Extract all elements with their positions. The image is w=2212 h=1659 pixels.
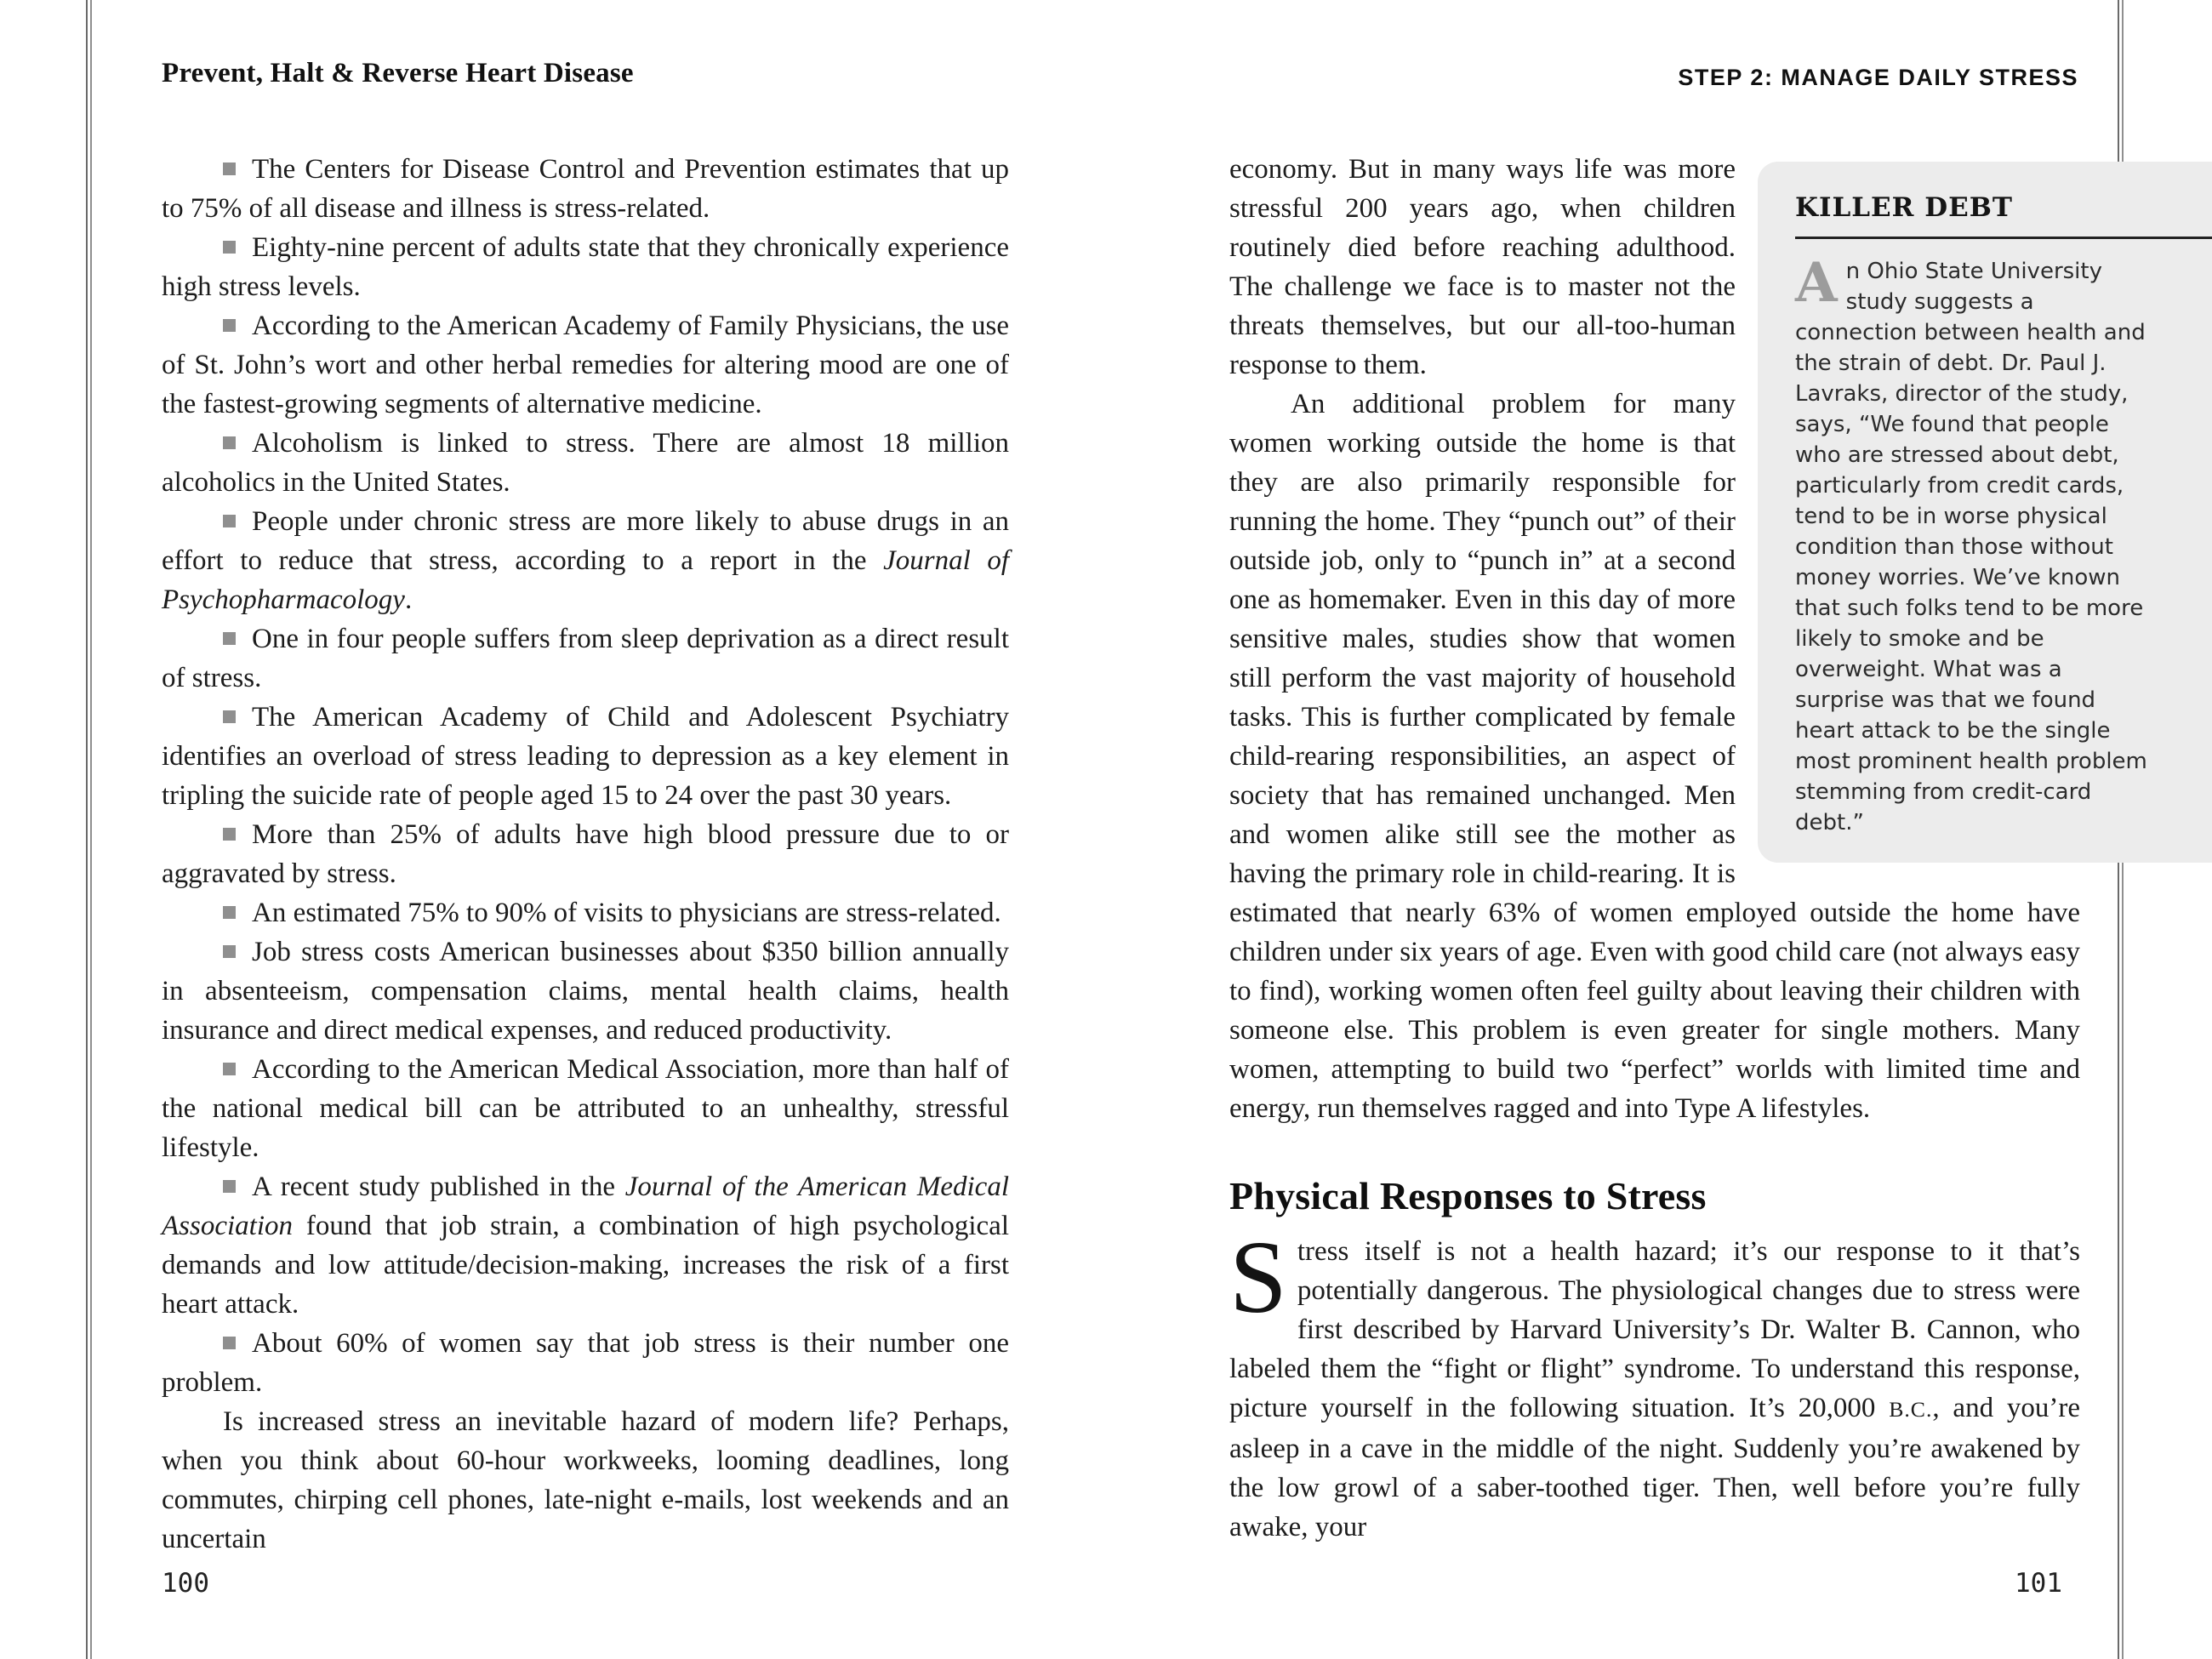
bullet-square-icon [223, 1337, 236, 1349]
sidebar-body [1795, 251, 2158, 838]
bullet-text: More than 25% of adults have high blood pressure due to or aggravated by stress. [162, 819, 1009, 889]
bullet-text: Job stress costs American businesses about $350 billion annually in absenteeism, compensation claims, mental health claims, health insurance and direct medical expenses, and reduced productivity. [162, 937, 1009, 1046]
bullet-square-icon [223, 515, 236, 527]
section-paragraph-text: tress itself is not a health hazard; it’s our response to it that’s potentially dangerous. The physiological changes due to stress were first described by Harvard University’s Dr. Walter B. Cannon, who labeled them the “fight or flight” syndrome. To understand this response, picture yourself in the following situation. It’s 20,000 B.C., and you’re asleep in a cave in the middle of the night. Suddenly you’re awakened by the low growl of a saber-toothed tiger. Then, well before you’re fully awake, your [1229, 1236, 2080, 1542]
bullet-text: People under chronic stress are more likely to abuse drugs in an effort to reduce that stress, according to a report in the Journal of Psychopharmacology. [162, 506, 1009, 615]
sidebar-rule [1795, 237, 2212, 239]
bullet-item [162, 502, 1009, 619]
bullet-square-icon [223, 241, 236, 254]
bullet-item [162, 150, 1009, 228]
sidebar-title: KILLER DEBT [1795, 192, 2014, 223]
bullet-square-icon [223, 906, 236, 919]
bullet-item [162, 932, 1009, 1050]
bullet-text: The American Academy of Child and Adolescent Psychiatry identifies an overload of stress leading to depression as a key element in tripling the suicide rate of people aged 15 to 24 over the past 30 years. [162, 702, 1009, 811]
closing-paragraph: Is increased stress an inevitable hazard of modern life? Perhaps, when you think about 60-hour workweeks, looming deadlines, long commutes, chirping cell phones, late-night e-mails, lost weekends and an uncertain [162, 1406, 1009, 1554]
bullet-item [162, 424, 1009, 502]
bullet-text: According to the American Academy of Family Physicians, the use of St. John’s wort and other herbal remedies for altering mood are one of the fastest-growing segments of alternative medicine. [162, 311, 1009, 419]
book-title: Prevent, Halt & Reverse Heart Disease [162, 58, 634, 88]
bullet-item [162, 1324, 1009, 1402]
killer-debt-sidebar [1758, 162, 2212, 863]
section-heading: Physical Responses to Stress [1229, 1174, 1707, 1217]
bullet-text: According to the American Medical Association, more than half of the national medical bill can be attributed to an unhealthy, stressful lifestyle. [162, 1054, 1009, 1163]
dropcap-letter-a: A [1795, 251, 1838, 315]
bullet-item [162, 1050, 1009, 1167]
bullet-square-icon [223, 319, 236, 332]
page-edge-left [86, 0, 92, 1659]
left-page-text [162, 150, 1009, 1559]
bullet-item [162, 228, 1009, 306]
bullet-item [162, 698, 1009, 815]
bullet-square-icon [223, 945, 236, 958]
bullet-item [162, 815, 1009, 893]
bullet-text: The Centers for Disease Control and Prevention estimates that up to 75% of all disease and illness is stress-related. [162, 154, 1009, 224]
sidebar-body-text: n Ohio State University study suggests a connection between health and the strain of debt. Dr. Paul J. Lavraks, director of the study, says, “We found that people who are stressed about debt, particularly from credit cards, tend to be in worse physical condition than those without money worries. We’ve known that such folks tend to be more likely to smoke and be overweight. What was a surprise was that we found heart attack to be the single most prominent health problem stemming from credit-card debt.” [1795, 259, 2147, 835]
dropcap-letter-s: S [1229, 1220, 1287, 1335]
section-paragraph [1229, 1220, 2080, 1547]
bullet-item [162, 893, 1009, 932]
bullet-item [162, 306, 1009, 424]
bullet-text: An estimated 75% to 90% of visits to physicians are stress-related. [252, 898, 1001, 928]
bullet-item [162, 1167, 1009, 1324]
page-number-left: 100 [162, 1568, 209, 1599]
bullet-square-icon [223, 436, 236, 449]
chapter-title: STEP 2: MANAGE DAILY STRESS [1678, 65, 2078, 90]
bullet-square-icon [223, 828, 236, 841]
bullet-text: Alcoholism is linked to stress. There are almost 18 million alcoholics in the United States. [162, 428, 1009, 498]
bullet-square-icon [223, 162, 236, 175]
bullet-square-icon [223, 1180, 236, 1193]
bullet-item [162, 619, 1009, 698]
additional-problem-paragraph: An additional problem for many women working outside the home is that they are also primarily responsible for running the home. They “punch out” of their outside job, only to “punch in” at a second one as homemaker. Even in this day of more sensitive males, studies show that women still perform the vast majority of household tasks. This is further complicated by female child-rearing responsibilities, an aspect of society that has remained unchanged. Men and women alike still see the mother as having the primary role in child-rearing. It is estimated that nearly 63% of women employed outside the home have children under six years of age. Even with good child care (not always easy to find), working women often feel guilty about leaving their children with someone else. This problem is even greater for single mothers. Many women, attempting to build two “perfect” worlds with limited time and energy, run themselves ragged and into Type A lifestyles. [1229, 389, 2080, 1124]
bullet-text: One in four people suffers from sleep deprivation as a direct result of stress. [162, 624, 1009, 693]
bullet-text: About 60% of women say that job stress is their number one problem. [162, 1328, 1009, 1398]
bullet-square-icon [223, 710, 236, 723]
bullet-text: A recent study published in the Journal of the American Medical Association found that job strain, a combination of high psychological demands and low attitude/decision-making, increases the risk of a first heart attack. [162, 1172, 1009, 1320]
bullet-square-icon [223, 632, 236, 645]
continuation-paragraph: economy. But in many ways life was more stressful 200 years ago, when children routinely died before reaching adulthood. The challenge we face is to master not the threats themselves, but our all-too-human response to them. [1229, 154, 1736, 380]
page-number-right: 101 [2015, 1568, 2062, 1599]
bullet-text: Eighty-nine percent of adults state that they chronically experience high stress levels. [162, 232, 1009, 302]
bullet-square-icon [223, 1063, 236, 1075]
